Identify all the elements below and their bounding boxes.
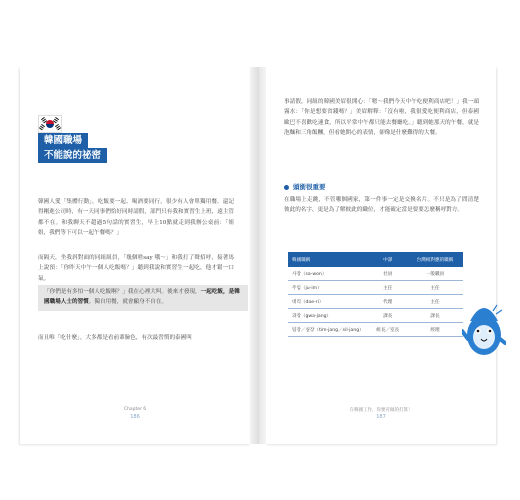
table-cell: 主任 bbox=[369, 281, 408, 295]
table-row bbox=[288, 267, 463, 281]
table-header-cell: 台灣相對應的職稱 bbox=[407, 252, 463, 267]
paragraph-2: 在職場上走跳，不管哪個國家，第一件事一定是交換名片。不只是為了問清楚彼此的名字，更是為了解彼此的職位，才能確定當是要要怎麼稱呼對方。 bbox=[284, 197, 479, 214]
quote-tail: 。獨自用餐，就會顯身不自在。 bbox=[88, 299, 168, 306]
table-cell: 主任 bbox=[407, 295, 463, 309]
page-footer: 在韓國工作，你要有做的打算！ bbox=[349, 408, 413, 413]
table-cell: 課長 bbox=[369, 309, 408, 323]
table-cell: 과장（gwa-jang） bbox=[288, 309, 369, 323]
table-cell: 經理 bbox=[407, 323, 463, 337]
section-subheading bbox=[284, 182, 326, 191]
quote-text: 「你們是有多怕一個人吃飯啊？」我在心裡大叫。後來才發現， bbox=[44, 289, 201, 295]
table-cell: 一般職員 bbox=[407, 267, 463, 281]
table-header-cell: 中譯 bbox=[369, 252, 408, 267]
paragraph-1: 事請假，同組的韓國美眉很開心：「嗯～我們今天中午吃便利商店吧！」我一頭霧水：「你是想要省錢嗎？」美眉解釋：「沒有啦，我很愛吃便利商店，但泰國歐巴不喜歡吃速食，所以平常中午都只能去餐廳吃。」聽到她那天的午餐，就是泡麵和三角飯糰，但看她開心的表情，卻像是什麼難得的大餐。 bbox=[284, 99, 479, 137]
paragraph-1: 韓國人愛「集體行動」，吃飯要一起、喝酒要同行，很少有人會單獨用餐。還記得剛進公司時，有一天同事們恰好同時請假，部門只有我和實習生上班，遠主管都不在。和我聊天不超過5句話的實習生，早上10點就走到我辦公桌前：「姐姐，我們等下可以一起午餐嗎？」 bbox=[38, 199, 234, 237]
right-page bbox=[266, 67, 496, 444]
chapter-heading-line2: 不能說的祕密 bbox=[38, 148, 107, 163]
page-number: 186 bbox=[130, 414, 140, 420]
table-row bbox=[288, 295, 463, 309]
page-footer: Chapter 6 bbox=[123, 407, 147, 412]
table-cell: 사장（sa-won） bbox=[288, 267, 369, 281]
chapter-heading-line1: 韓國職場 bbox=[38, 133, 88, 148]
table-cell: 代理 bbox=[369, 295, 408, 309]
mascot-illustration bbox=[462, 297, 506, 357]
subheading-text: 頭銜很重要 bbox=[293, 183, 326, 191]
table-cell: 組長／室長 bbox=[369, 323, 408, 337]
bullet-dot-icon bbox=[284, 185, 289, 190]
table-cell: 주임（ju-im） bbox=[288, 281, 369, 295]
korean-flag-icon bbox=[38, 115, 62, 133]
table-cell: 팀장／실장（tim-jang／sil-jang） bbox=[288, 323, 369, 337]
book-gutter bbox=[250, 67, 266, 444]
table-cell: 社員 bbox=[369, 267, 408, 281]
table-row bbox=[288, 323, 463, 337]
left-page bbox=[20, 67, 250, 444]
job-title-table bbox=[288, 252, 463, 337]
table-cell: 主任 bbox=[407, 281, 463, 295]
page-number: 187 bbox=[376, 414, 386, 420]
table-header-row bbox=[288, 252, 463, 267]
highlight-quote bbox=[38, 285, 248, 311]
table-row bbox=[288, 309, 463, 323]
paragraph-2: 而隔天，坐我斜對面的同組組員，「幾個啥say 哦～」和我打了聲招呼，接著馬上說預：「你昨天中午一個人吃飯嗎？」聽到我說和實習生一起吃，他才鬆一口氣。 bbox=[38, 255, 234, 282]
table-row bbox=[288, 281, 463, 295]
table-cell: 대리（dae-ri） bbox=[288, 295, 369, 309]
table-header-cell: 韓國職稱 bbox=[288, 252, 369, 267]
table-cell: 課長 bbox=[407, 309, 463, 323]
paragraph-3: 而且唯「吃什麼」，大多都是看前輩臉色，有次最習慣的泰國叫 bbox=[38, 335, 192, 341]
quote-bold: 一起吃飯，是韓國職場人士的習慣 bbox=[44, 289, 240, 306]
